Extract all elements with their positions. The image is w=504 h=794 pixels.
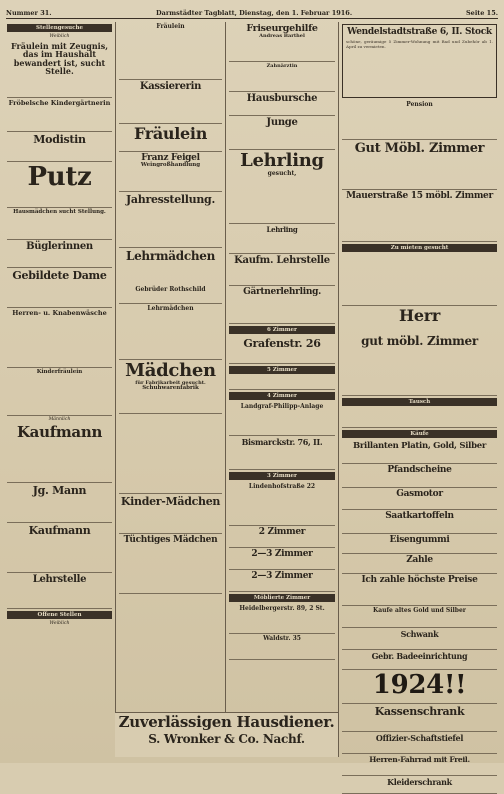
classified-ad: [229, 376, 335, 390]
classified-ad: Zahle: [342, 554, 497, 574]
classified-ad: Fräulein: [119, 22, 222, 80]
classified-ad: Fräulein mit Zeugnis, das im Haushalt bewandert ist, sucht Stelle.: [7, 40, 112, 98]
section-header: Käufe: [342, 430, 497, 438]
classified-ad: Waldstr. 35: [229, 634, 335, 660]
classified-ad: Tüchtiges Mädchen: [119, 534, 222, 594]
classified-ad: Friseurgehilfe Andreas Barthel: [229, 22, 335, 62]
classified-ad: Kaufmann: [7, 523, 112, 573]
classified-ad: Schwank: [342, 628, 497, 650]
classified-ad: Junge: [229, 116, 335, 150]
classified-ad: Gebr. Badeeinrichtung: [342, 650, 497, 670]
classified-ad: [342, 408, 497, 428]
hausdiener-ad: Zuverlässigen Hausdiener. S. Wronker & Co. Nachf.: [115, 712, 338, 757]
classified-ad: Kassenschrank: [342, 704, 497, 732]
section-header: Stellengesuche: [7, 24, 112, 32]
page-number: Seite 15.: [465, 9, 498, 17]
classified-ad: 2 Zimmer: [229, 526, 335, 548]
classified-ad: Landgraf-Philipp-Anlage: [229, 402, 335, 436]
masthead: [6, 7, 498, 19]
classified-ad: Eisengummi: [342, 534, 497, 554]
classified-ad: Kassiererin: [119, 80, 222, 124]
column-4: [338, 22, 500, 787]
classified-ad: Mädchen für Fabrikarbeit gesucht. Schuhwarenfabrik: [119, 360, 222, 414]
boxed-ad: Wendelstadtstraße 6, II. Stock schöne, geräumige 5 Zimmer-Wohnung mit Bad und Zubehör ab 1. April zu vermieten.: [342, 24, 497, 98]
classified-ad: Kaufe altes Gold und Silber: [342, 606, 497, 628]
classified-ad: Gärtnerlehrling.: [229, 286, 335, 324]
section-header: Offene Stellen: [7, 611, 112, 619]
classified-ad: Hausbursche: [229, 92, 335, 116]
classified-ad: Fräulein: [119, 124, 222, 152]
section-header: 3 Zimmer: [229, 472, 335, 480]
classified-ad: Lindenhofstraße 22: [229, 482, 335, 526]
classified-ad: Lehrstelle: [7, 573, 112, 609]
classified-ad: Hausmädchen sucht Stellung.: [7, 208, 112, 240]
classified-ad: Putz: [7, 162, 112, 208]
classified-ad: Gebildete Dame: [7, 268, 112, 308]
classified-ad: Lehrling gesucht,: [229, 150, 335, 224]
classified-ad: Brillanten Platin, Gold, Silber: [342, 440, 497, 464]
column-1: [4, 22, 115, 757]
section-header: Tausch: [342, 398, 497, 406]
section-header: 6 Zimmer: [229, 326, 335, 334]
classified-ad: Büglerinnen: [7, 240, 112, 268]
classified-ad: Kaufmann: [7, 423, 112, 483]
classified-ad: Offizier-Schaftstiefel: [342, 732, 497, 754]
classified-ad: Lehrmädchen: [119, 304, 222, 360]
classified-ad: Ich zahle höchste Preise: [342, 574, 497, 606]
classified-ad: Jg. Mann: [7, 483, 112, 523]
classified-ad: Kinder-Mädchen: [119, 494, 222, 534]
classified-ad: Herren-Fahrrad mit Freil.: [342, 754, 497, 776]
classified-ad: Lehrmädchen Gebrüder Rothschild: [119, 248, 222, 304]
classified-ad: 2—3 Zimmer: [229, 570, 335, 592]
classified-ad: Jahresstellung.: [119, 192, 222, 248]
section-subhead: Männlich: [48, 417, 71, 422]
classified-ad: Pension: [342, 100, 497, 140]
classified-ad: Herren- u. Knabenwäsche: [7, 308, 112, 368]
section-header: 4 Zimmer: [229, 392, 335, 400]
classified-ad: Grafenstr. 26: [229, 336, 335, 364]
classified-ad: Kleiderschrank: [342, 776, 497, 794]
classified-ad: 1924!!: [342, 670, 497, 704]
classified-ad: [119, 414, 222, 494]
section-subhead: Weiblich: [49, 34, 70, 39]
section-subhead: Weiblich: [49, 621, 70, 626]
column-2: [115, 22, 225, 757]
section-header: Zu mieten gesucht: [342, 244, 497, 252]
classified-ad: Zahnärztin: [229, 62, 335, 92]
column-3: [225, 22, 338, 757]
classified-ad: Herr gut möbl. Zimmer: [342, 306, 497, 396]
classified-ad: [342, 254, 497, 306]
section-header: 5 Zimmer: [229, 366, 335, 374]
classified-ad: Kinderfräulein: [7, 368, 112, 416]
classified-ad: 2—3 Zimmer: [229, 548, 335, 570]
classified-ad: Saatkartoffeln: [342, 510, 497, 534]
classified-ad: Mauerstraße 15 möbl. Zimmer: [342, 190, 497, 242]
classified-ad: Gasmotor: [342, 488, 497, 510]
paper-title: Darmstädter Tagblatt, Dienstag, den 1. Februar 1916.: [156, 9, 353, 17]
classified-ad: Modistin: [7, 132, 112, 162]
issue-number: Nummer 31.: [6, 9, 52, 17]
classified-ad: Fröbelsche Kindergärtnerin: [7, 98, 112, 132]
classified-ad: Pfandscheine: [342, 464, 497, 488]
classified-ad: Heidelbergerstr. 89, 2 St.: [229, 604, 335, 634]
classified-ad: Franz Feigel Weingroßhandlung: [119, 152, 222, 192]
classified-ad: Gut Möbl. Zimmer: [342, 140, 497, 190]
classified-ad: Bismarckstr. 76, II.: [229, 436, 335, 470]
classified-ad: Kaufm. Lehrstelle: [229, 254, 335, 286]
classified-ad: Lehrling: [229, 224, 335, 254]
section-header: Möblierte Zimmer: [229, 594, 335, 602]
